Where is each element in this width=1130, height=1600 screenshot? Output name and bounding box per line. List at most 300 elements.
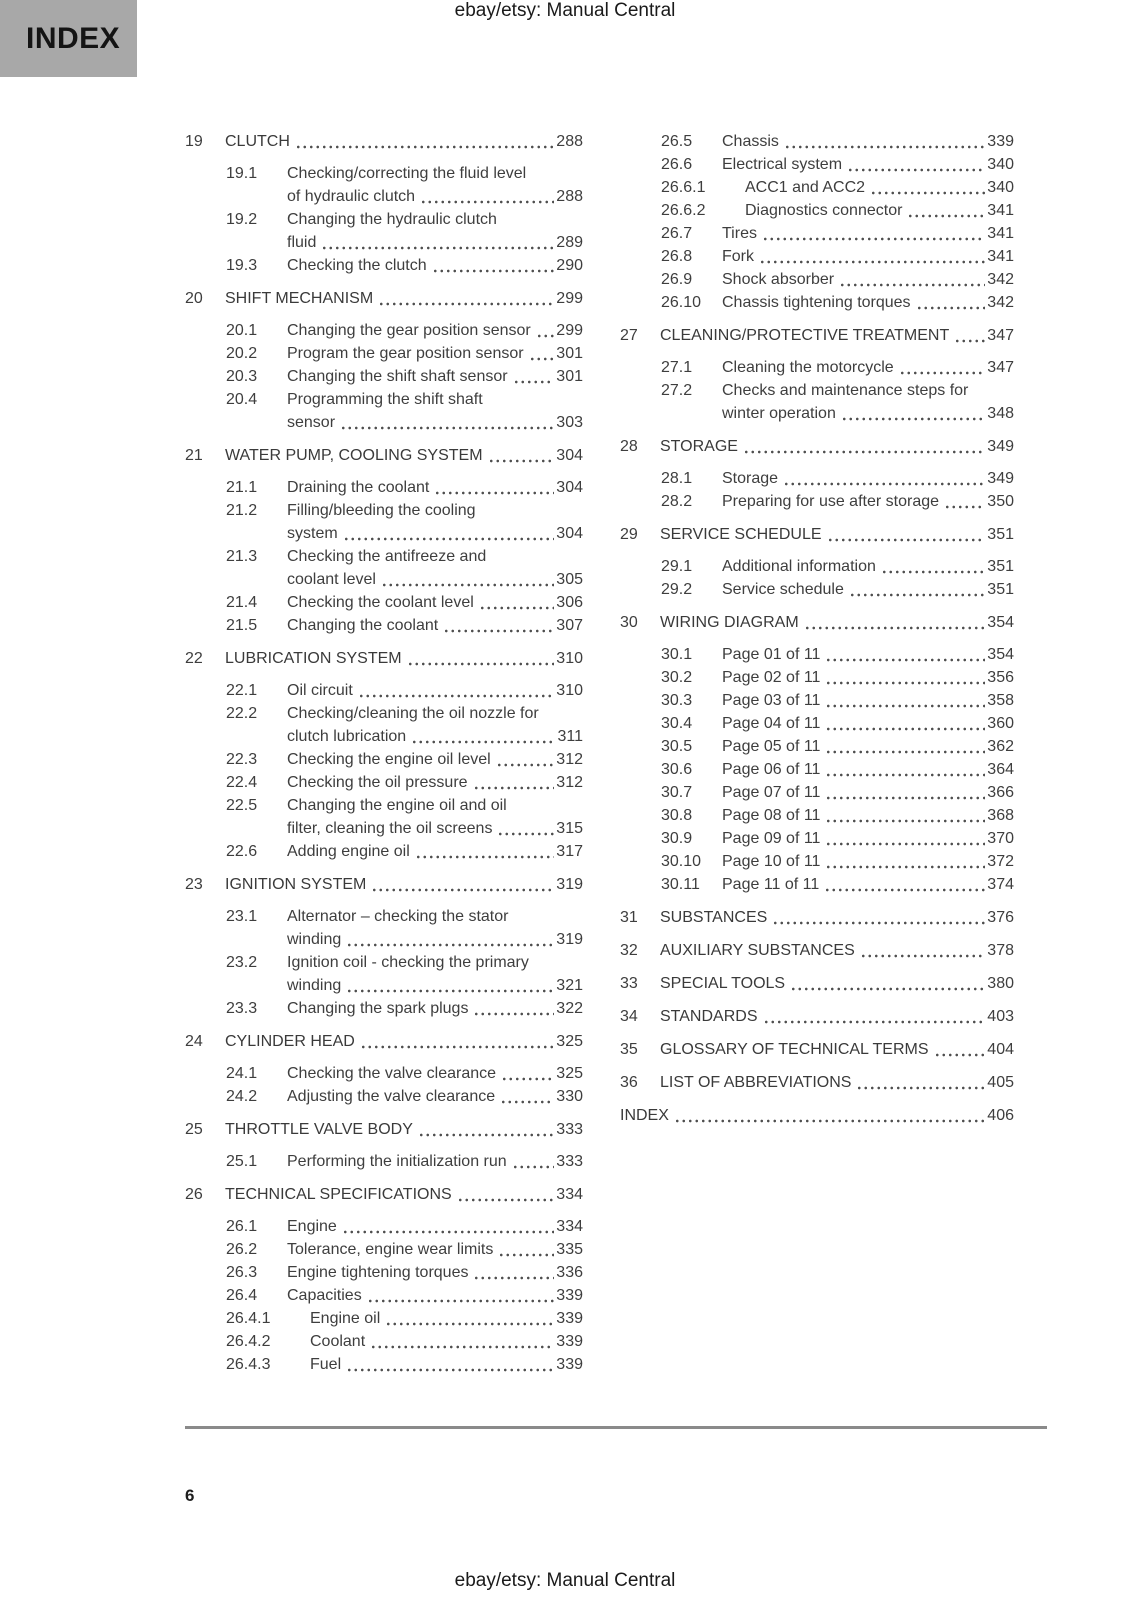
toc-entry-title: Preparing for use after storage: [722, 493, 940, 510]
toc-entry-page: 322: [556, 1000, 583, 1017]
toc-entry-last-line: [287, 614, 583, 637]
toc-entry-page: 341: [987, 225, 1014, 242]
toc-section-number: 30: [620, 614, 638, 631]
dot-leader: [385, 1322, 554, 1326]
toc-entry-body: [287, 794, 583, 840]
toc-entry-number: 27.2: [661, 382, 693, 399]
toc-section-page: 304: [556, 447, 583, 464]
toc-entry-body: [287, 771, 583, 794]
toc-entry-last-line: [722, 268, 1014, 291]
toc-entry-page: 319: [556, 931, 583, 948]
toc-section: [620, 611, 1014, 896]
toc-entry-title: fluid: [287, 234, 317, 251]
toc-section: [185, 647, 583, 863]
toc-entry-number: 30.4: [661, 715, 693, 732]
toc-entry-last-line: [722, 467, 1014, 490]
toc-entry-page: 341: [987, 248, 1014, 265]
toc-entry-last-line: [287, 974, 583, 997]
toc-entry-title: Page 02 of 11: [722, 669, 821, 686]
toc-entry-number: 26.2: [226, 1241, 258, 1258]
toc-entry-page: 307: [556, 617, 583, 634]
toc-section-number: 28: [620, 438, 638, 455]
toc-entry: [226, 771, 583, 794]
toc-entry-body: [287, 905, 583, 951]
toc-section-page: 380: [987, 975, 1014, 992]
toc-entry-last-line: [287, 1261, 583, 1284]
dot-leader: [934, 1053, 986, 1057]
toc-entry-body: [722, 804, 1014, 827]
toc-entry-last-line: [287, 476, 583, 499]
toc-entry-last-line: [722, 850, 1014, 873]
toc-entry-body: [287, 162, 583, 208]
toc-entry-body: [722, 153, 1014, 176]
toc-entry: [226, 162, 583, 208]
dot-leader: [849, 593, 985, 597]
footer-divider: [185, 1426, 1047, 1429]
toc-entry-body: [722, 490, 1014, 513]
toc-section-page: 354: [987, 614, 1014, 631]
toc-entry-last-line: [722, 356, 1014, 379]
toc-entry-page: 325: [556, 1065, 583, 1082]
dot-leader: [804, 626, 986, 630]
toc-entry-body: [722, 578, 1014, 601]
toc-entry: [661, 689, 1014, 712]
toc-column-left: [185, 130, 583, 1386]
toc-entry-body: [722, 467, 1014, 490]
toc-entry: [226, 951, 583, 997]
toc-entry-body: [722, 850, 1014, 873]
toc-entry-last-line: [287, 591, 583, 614]
toc-entry-number: 20.2: [226, 345, 258, 362]
toc-entry: [661, 467, 1014, 490]
dot-leader: [825, 704, 985, 708]
toc-entry-number: 26.9: [661, 271, 693, 288]
dot-leader: [954, 339, 985, 343]
dot-leader: [370, 1345, 554, 1349]
toc-entry-last-line: [287, 1062, 583, 1085]
toc-entry-body: [722, 130, 1014, 153]
toc-section: [620, 939, 1014, 962]
toc-section-heading: [620, 435, 1014, 458]
toc-entry-body: [287, 591, 583, 614]
toc-section-title: STANDARDS: [660, 1008, 758, 1025]
toc-entry-number: 30.2: [661, 669, 693, 686]
toc-entry-title: Capacities: [287, 1287, 362, 1304]
toc-section-page: 347: [987, 327, 1014, 344]
toc-entry-last-line: [287, 231, 583, 254]
toc-section: [620, 324, 1014, 425]
dot-leader: [420, 200, 554, 204]
toc-entry: [226, 702, 583, 748]
toc-entry-body: [722, 356, 1014, 379]
toc-entry-body: [722, 245, 1014, 268]
toc-section-title: WIRING DIAGRAM: [660, 614, 799, 631]
toc-entry-number: 26.1: [226, 1218, 258, 1235]
dot-leader: [674, 1119, 985, 1123]
toc-entry-title: Tolerance, engine wear limits: [287, 1241, 494, 1258]
toc-section-page: 299: [556, 290, 583, 307]
toc-section-title: LIST OF ABBREVIATIONS: [660, 1074, 852, 1091]
toc-section-number: 36: [620, 1074, 638, 1091]
toc-entry-number: 30.1: [661, 646, 693, 663]
dot-leader: [825, 727, 985, 731]
dot-leader: [434, 491, 554, 495]
toc-entry-number: 30.11: [661, 876, 700, 893]
toc-section: [620, 1104, 1014, 1127]
toc-entry-number: 20.1: [226, 322, 258, 339]
toc-entry-page: 347: [987, 359, 1014, 376]
toc-entry: [661, 199, 1014, 222]
toc-section: [620, 130, 1014, 314]
toc-entry-last-line: [745, 199, 1014, 222]
toc-entry: [226, 545, 583, 591]
toc-entry-number: 19.3: [226, 257, 258, 274]
toc-entry-page: 301: [556, 368, 583, 385]
toc-entry-title: Service schedule: [722, 581, 844, 598]
toc-entry-title-line: Changing the engine oil and oil: [287, 797, 507, 814]
toc-entry: [226, 1085, 583, 1108]
toc-entry-number: 26.3: [226, 1264, 258, 1281]
dot-leader: [916, 306, 986, 310]
dot-leader: [295, 145, 554, 149]
toc-entry: [226, 208, 583, 254]
toc-entry-number: 22.1: [226, 682, 258, 699]
toc-entry-number: 30.5: [661, 738, 693, 755]
dot-leader: [841, 417, 985, 421]
toc-entry-title: winding: [287, 931, 342, 948]
toc-entry-title: Page 06 of 11: [722, 761, 821, 778]
toc-entry-title-line: Alternator – checking the stator: [287, 908, 509, 925]
toc-entry-last-line: [722, 402, 1014, 425]
toc-entry: [661, 712, 1014, 735]
toc-entry: [226, 499, 583, 545]
toc-entry: [661, 873, 1014, 896]
toc-section: [620, 523, 1014, 601]
toc-items: [661, 643, 1014, 896]
toc-entry-title-line: Ignition coil - checking the primary: [287, 954, 529, 971]
toc-entry-number: 28.1: [661, 470, 693, 487]
toc-entry-body: [287, 1261, 583, 1284]
toc-section-heading: [185, 647, 583, 670]
toc-entry-last-line: [722, 291, 1014, 314]
toc-section-heading: [620, 523, 1014, 546]
toc-entry-title-line: Checks and maintenance steps for: [722, 382, 969, 399]
toc-entry: [226, 1215, 583, 1238]
toc-section-number: 26: [185, 1186, 203, 1203]
toc-section-title: LUBRICATION SYSTEM: [225, 650, 402, 667]
toc-entry-number: 20.4: [226, 391, 258, 408]
toc-entry-number: 23.1: [226, 908, 258, 925]
toc-section-title: CYLINDER HEAD: [225, 1033, 355, 1050]
toc-section-title: IGNITION SYSTEM: [225, 876, 367, 893]
toc-entry: [661, 758, 1014, 781]
toc-section-page: 325: [556, 1033, 583, 1050]
toc-entry-page: 306: [556, 594, 583, 611]
toc-entry-number: 30.8: [661, 807, 693, 824]
toc-entry-title: Page 03 of 11: [722, 692, 821, 709]
toc-entry-title: Chassis: [722, 133, 779, 150]
toc-entry: [226, 1150, 583, 1173]
toc-entry-title: Changing the gear position sensor: [287, 322, 531, 339]
toc-entry-title: Changing the shift shaft sensor: [287, 368, 508, 385]
toc-section-page: 333: [556, 1121, 583, 1138]
toc-entry: [226, 840, 583, 863]
dot-leader: [340, 426, 554, 430]
toc-entry-page: 349: [987, 470, 1014, 487]
toc-items: [661, 130, 1014, 314]
toc-entry-body: [287, 319, 583, 342]
toc-section-number: 34: [620, 1008, 638, 1025]
toc-entry-body: [287, 679, 583, 702]
toc-entry-number: 27.1: [661, 359, 693, 376]
toc-entry-title: filter, cleaning the oil screens: [287, 820, 493, 837]
dot-leader: [899, 371, 986, 375]
toc-section-number: 27: [620, 327, 638, 344]
toc-entry: [226, 1062, 583, 1085]
toc-entry-title: Performing the initialization run: [287, 1153, 507, 1170]
toc-entry-page: 289: [556, 234, 583, 251]
toc-entry-title: Checking the oil pressure: [287, 774, 468, 791]
toc-entry: [226, 997, 583, 1020]
toc-entry-last-line: [287, 411, 583, 434]
toc-entry-last-line: [287, 1085, 583, 1108]
toc-section-title: CLEANING/PROTECTIVE TREATMENT: [660, 327, 950, 344]
toc-section-heading: [620, 1071, 1014, 1094]
toc-entry-body: [287, 748, 583, 771]
toc-entry-last-line: [287, 1238, 583, 1261]
toc-section-heading: [185, 130, 583, 153]
dot-leader: [839, 283, 985, 287]
toc-entry-page: 303: [556, 414, 583, 431]
toc-entry-page: 333: [556, 1153, 583, 1170]
toc-entry-title: Adding engine oil: [287, 843, 410, 860]
toc-items: [226, 476, 583, 637]
toc-entry-page: 348: [987, 405, 1014, 422]
toc-entry-body: [287, 388, 583, 434]
dot-leader: [825, 796, 985, 800]
toc-entry-title: Fuel: [310, 1356, 342, 1373]
toc-entry-body: [722, 268, 1014, 291]
toc-entry-number: 19.2: [226, 211, 258, 228]
table-of-contents: [185, 130, 1015, 1386]
dot-leader: [860, 954, 986, 958]
toc-section-heading: [185, 1183, 583, 1206]
toc-entry-page: 335: [556, 1241, 583, 1258]
toc-entry-last-line: [722, 804, 1014, 827]
dot-leader: [343, 537, 555, 541]
toc-entry-title-line: Checking/cleaning the oil nozzle for: [287, 705, 539, 722]
toc-entry: [226, 905, 583, 951]
toc-entry-body: [287, 254, 583, 277]
toc-entry-number: 26.4: [226, 1287, 258, 1304]
dot-leader: [432, 269, 555, 273]
toc-entry: [661, 850, 1014, 873]
toc-entry-last-line: [722, 689, 1014, 712]
toc-entry-title: Changing the spark plugs: [287, 1000, 469, 1017]
toc-entry-last-line: [287, 928, 583, 951]
toc-entry-last-line: [722, 758, 1014, 781]
toc-section: [185, 1118, 583, 1173]
toc-section-heading: [185, 1118, 583, 1141]
toc-section-heading: [620, 324, 1014, 347]
toc-entry-number: 20.3: [226, 368, 258, 385]
toc-entry-body: [722, 781, 1014, 804]
toc-section-page: 378: [987, 942, 1014, 959]
toc-items: [661, 356, 1014, 425]
dot-leader: [784, 145, 985, 149]
toc-entry-title: Checking the engine oil level: [287, 751, 491, 768]
toc-entry-page: 368: [987, 807, 1014, 824]
toc-items: [226, 1062, 583, 1108]
toc-entry: [661, 176, 1014, 199]
dot-leader: [825, 773, 985, 777]
toc-section: [185, 1183, 583, 1376]
toc-entry-body: [722, 689, 1014, 712]
dot-leader: [479, 606, 555, 610]
dot-leader: [772, 921, 985, 925]
toc-entry-number: 26.8: [661, 248, 693, 265]
toc-section-title: SERVICE SCHEDULE: [660, 526, 822, 543]
toc-section-page: 403: [987, 1008, 1014, 1025]
toc-section-heading: [185, 873, 583, 896]
toc-section-heading: [185, 444, 583, 467]
toc-entry-last-line: [722, 490, 1014, 513]
dot-leader: [870, 191, 985, 195]
toc-entry-body: [287, 545, 583, 591]
toc-section: [620, 972, 1014, 995]
toc-entry-title: Fork: [722, 248, 754, 265]
toc-entry-number: 23.2: [226, 954, 258, 971]
toc-entry-page: 305: [556, 571, 583, 588]
dot-leader: [418, 1133, 554, 1137]
toc-entry-body: [310, 1307, 583, 1330]
dot-leader: [415, 855, 555, 859]
toc-entry-page: 360: [987, 715, 1014, 732]
toc-entry-page: 372: [987, 853, 1014, 870]
dot-leader: [825, 681, 985, 685]
toc-section-title: WATER PUMP, COOLING SYSTEM: [225, 447, 483, 464]
toc-entry-last-line: [745, 176, 1014, 199]
toc-entry-body: [722, 555, 1014, 578]
toc-entry-body: [722, 666, 1014, 689]
toc-entry-body: [287, 997, 583, 1020]
toc-items: [226, 162, 583, 277]
toc-section-number: 35: [620, 1041, 638, 1058]
toc-entry-number: 21.3: [226, 548, 258, 565]
toc-entry-title: Chassis tightening torques: [722, 294, 911, 311]
toc-entry-title: clutch lubrication: [287, 728, 407, 745]
toc-section-heading: [620, 972, 1014, 995]
toc-entry-last-line: [287, 1150, 583, 1173]
page-number: 6: [185, 1486, 195, 1505]
toc-entry-page: 370: [987, 830, 1014, 847]
toc-entry-page: 340: [987, 156, 1014, 173]
toc-entry-number: 26.4.2: [226, 1333, 271, 1350]
dot-leader: [346, 989, 554, 993]
toc-entry: [226, 748, 583, 771]
toc-entry-page: 312: [556, 751, 583, 768]
toc-section: [185, 873, 583, 1020]
toc-entry: [661, 153, 1014, 176]
toc-entry-body: [287, 951, 583, 997]
toc-section: [620, 1005, 1014, 1028]
toc-entry-page: 290: [556, 257, 583, 274]
toc-entry-page: 339: [556, 1310, 583, 1327]
toc-section-page: 319: [556, 876, 583, 893]
toc-entry-number: 21.5: [226, 617, 258, 634]
dot-leader: [825, 842, 985, 846]
dot-leader: [498, 1253, 554, 1257]
toc-entry-page: 334: [556, 1218, 583, 1235]
dot-leader: [881, 570, 985, 574]
toc-entry: [226, 1353, 583, 1376]
toc-entry-page: 312: [556, 774, 583, 791]
toc-entry-number: 30.7: [661, 784, 693, 801]
toc-section-title: AUXILIARY SUBSTANCES: [660, 942, 855, 959]
toc-entry-body: [722, 735, 1014, 758]
toc-entry: [661, 268, 1014, 291]
toc-entry-last-line: [287, 1284, 583, 1307]
toc-entry-body: [722, 222, 1014, 245]
toc-entry-number: 24.2: [226, 1088, 258, 1105]
toc-entry-title: Page 04 of 11: [722, 715, 821, 732]
toc-entry-body: [722, 873, 1014, 896]
toc-entry-last-line: [722, 827, 1014, 850]
toc-entry-last-line: [287, 319, 583, 342]
toc-entry-page: 310: [556, 682, 583, 699]
dot-leader: [825, 865, 985, 869]
toc-entry-last-line: [287, 342, 583, 365]
toc-entry: [226, 365, 583, 388]
toc-entry-title: winter operation: [722, 405, 836, 422]
dot-leader: [824, 888, 985, 892]
toc-entry-number: 30.9: [661, 830, 693, 847]
toc-items: [226, 319, 583, 434]
dot-leader: [500, 1100, 554, 1104]
toc-section-heading: [620, 1005, 1014, 1028]
toc-entry-title: Page 11 of 11: [722, 876, 820, 893]
toc-entry-title: Page 05 of 11: [722, 738, 821, 755]
toc-entry-last-line: [287, 1215, 583, 1238]
toc-entry: [226, 1307, 583, 1330]
toc-entry-title: Changing the coolant: [287, 617, 439, 634]
toc-section-title: GLOSSARY OF TECHNICAL TERMS: [660, 1041, 929, 1058]
toc-entry-number: 30.6: [661, 761, 693, 778]
toc-entry: [226, 679, 583, 702]
toc-entry-title: sensor: [287, 414, 336, 431]
toc-entry: [226, 614, 583, 637]
toc-entry: [661, 804, 1014, 827]
toc-section-heading: [620, 906, 1014, 929]
toc-entry-body: [287, 1062, 583, 1085]
toc-section-heading: [620, 611, 1014, 634]
dot-leader: [827, 538, 986, 542]
toc-entry-last-line: [722, 578, 1014, 601]
toc-section-number: 23: [185, 876, 203, 893]
toc-section-number: 22: [185, 650, 203, 667]
toc-entry-number: 24.1: [226, 1065, 258, 1082]
toc-entry-title: ACC1 and ACC2: [745, 179, 866, 196]
toc-entry-title: Oil circuit: [287, 682, 353, 699]
toc-entry-title: Draining the coolant: [287, 479, 430, 496]
toc-entry-body: [287, 1284, 583, 1307]
toc-section-title: SPECIAL TOOLS: [660, 975, 786, 992]
dot-leader: [381, 583, 554, 587]
dot-leader: [790, 987, 985, 991]
toc-entry-number: 30.10: [661, 853, 702, 870]
toc-entry: [661, 291, 1014, 314]
toc-entry: [226, 1284, 583, 1307]
